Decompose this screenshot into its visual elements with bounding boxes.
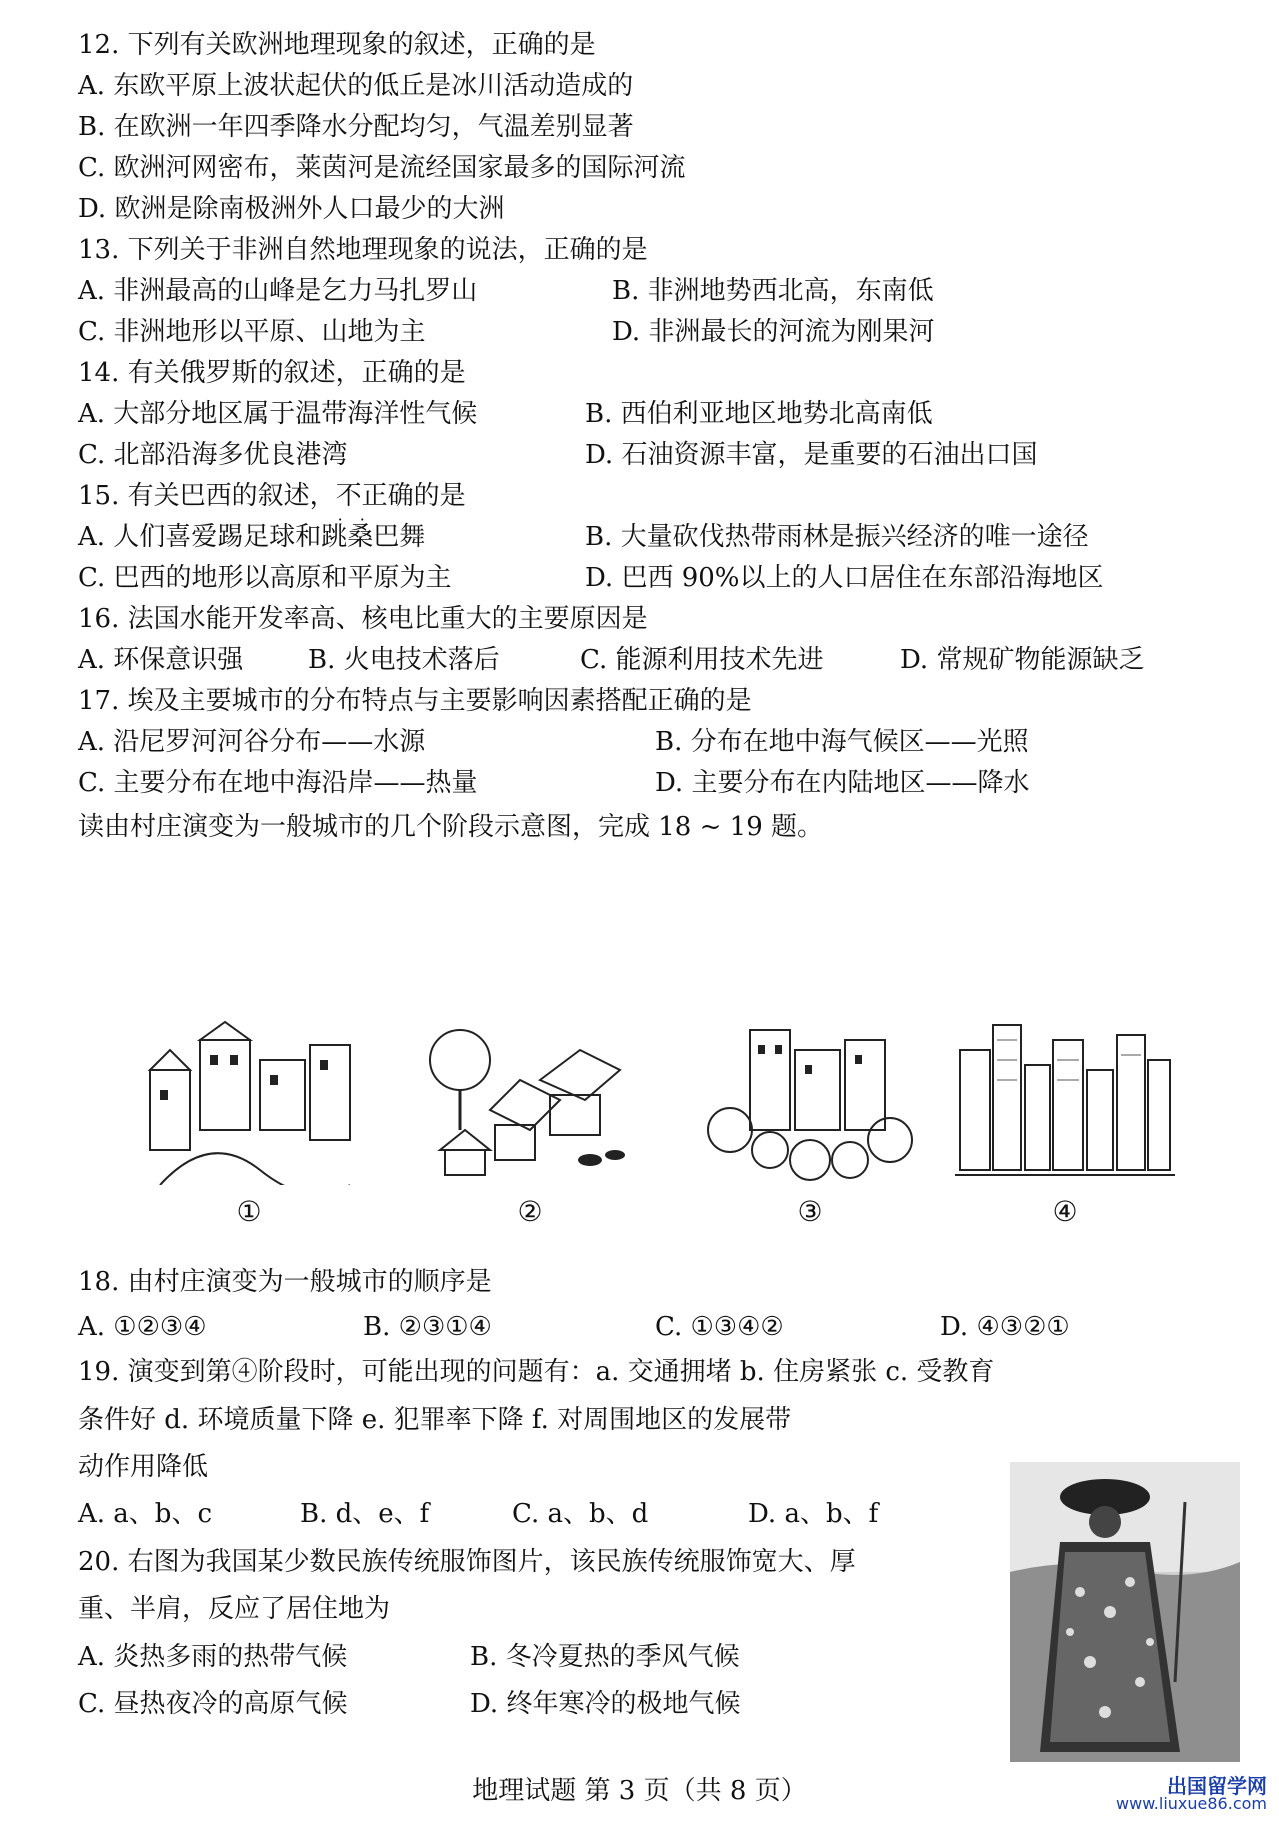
q19-line-1: 19. 演变到第④阶段时，可能出现的问题有：a. 交通拥堵 b. 住房紧张 c. 受教育 [78, 1357, 995, 1387]
q18-option-b: B. ②③①④ [363, 1312, 492, 1342]
q20-option-a: A. 炎热多雨的热带气候 [78, 1642, 348, 1672]
q16-stem: 16. 法国水能开发率高、核电比重大的主要原因是 [78, 604, 648, 634]
stage-3-illustration [700, 1010, 920, 1185]
q12-option-d: D. 欧洲是除南极洲外人口最少的大洲 [78, 194, 505, 224]
q16-option-c: C. 能源利用技术先进 [580, 645, 824, 675]
q19-option-d: D. a、b、f [748, 1499, 879, 1529]
q19-line-3: 动作用降低 [78, 1452, 209, 1482]
q15-stem-post: 的是 [413, 481, 466, 511]
q19-option-c: C. a、b、d [512, 1499, 649, 1529]
q16-option-a: A. 环保意识强 [78, 645, 244, 675]
q20-line-1: 20. 右图为我国某少数民族传统服饰图片，该民族传统服饰宽大、厚 [78, 1547, 856, 1577]
stage-label-3: ③ [797, 1195, 823, 1228]
ethnic-costume-photo [1010, 1462, 1240, 1762]
q15-option-d: D. 巴西 90%以上的人口居住在东部沿海地区 [585, 563, 1104, 593]
q18-option-c: C. ①③④② [655, 1312, 784, 1342]
q15-stem [78, 479, 466, 513]
q17-option-b: B. 分布在地中海气候区——光照 [655, 727, 1029, 757]
town-sketch-icon [140, 1010, 360, 1185]
q12-option-c: C. 欧洲河网密布，莱茵河是流经国家最多的国际河流 [78, 153, 686, 183]
q13-option-b: B. 非洲地势西北高，东南低 [612, 276, 934, 306]
q15-option-c: C. 巴西的地形以高原和平原为主 [78, 563, 452, 593]
stage-label-4: ④ [1052, 1195, 1078, 1228]
page-footer: 地理试题 第 3 页（共 8 页） [472, 1776, 807, 1806]
q13-option-a: A. 非洲最高的山峰是乞力马扎罗山 [78, 276, 478, 306]
q20-option-d: D. 终年寒冷的极地气候 [470, 1689, 741, 1719]
q17-option-a: A. 沿尼罗河河谷分布——水源 [78, 727, 426, 757]
stage-label-1: ① [236, 1195, 262, 1228]
q18-option-a: A. ①②③④ [78, 1312, 207, 1342]
small-town-sketch-icon [700, 1010, 920, 1185]
q19-option-b: B. d、e、f [300, 1499, 430, 1529]
q18-stem: 18. 由村庄演变为一般城市的顺序是 [78, 1267, 492, 1297]
q20-option-c: C. 昼热夜冷的高原气候 [78, 1689, 348, 1719]
q17-option-d: D. 主要分布在内陆地区——降水 [655, 768, 1030, 798]
q12-stem: 12. 下列有关欧洲地理现象的叙述，正确的是 [78, 30, 596, 60]
q19-option-a: A. a、b、c [78, 1499, 213, 1529]
q14-option-b: B. 西伯利亚地区地势北高南低 [585, 399, 933, 429]
q20-option-b: B. 冬冷夏热的季风气候 [470, 1642, 740, 1672]
figure-intro: 读由村庄演变为一般城市的几个阶段示意图，完成 18 ~ 19 题。 [78, 812, 824, 842]
q14-option-d: D. 石油资源丰富，是重要的石油出口国 [585, 440, 1038, 470]
q16-option-d: D. 常规矿物能源缺乏 [900, 645, 1145, 675]
stage-4-illustration [955, 1010, 1175, 1185]
q13-option-c: C. 非洲地形以平原、山地为主 [78, 317, 426, 347]
q12-option-a: A. 东欧平原上波状起伏的低丘是冰川活动造成的 [78, 71, 634, 101]
q20-line-2: 重、半肩，反应了居住地为 [78, 1594, 391, 1624]
q16-option-b: B. 火电技术落后 [308, 645, 500, 675]
stage-label-2: ② [517, 1195, 543, 1228]
q13-option-d: D. 非洲最长的河流为刚果河 [612, 317, 935, 347]
q15-option-a: A. 人们喜爱踢足球和跳桑巴舞 [78, 522, 426, 552]
q15-option-b: B. 大量砍伐热带雨林是振兴经济的唯一途径 [585, 522, 1089, 552]
stage-2-illustration [420, 1010, 640, 1185]
q17-stem: 17. 埃及主要城市的分布特点与主要影响因素搭配正确的是 [78, 686, 752, 716]
q14-option-a: A. 大部分地区属于温带海洋性气候 [78, 399, 478, 429]
stage-1-illustration [140, 1010, 360, 1185]
q12-option-b: B. 在欧洲一年四季降水分配均匀，气温差别显著 [78, 112, 634, 142]
q19-line-2: 条件好 d. 环境质量下降 e. 犯罪率下降 f. 对周围地区的发展带 [78, 1405, 792, 1435]
q17-option-c: C. 主要分布在地中海沿岸——热量 [78, 768, 478, 798]
watermark-site-name: 出国留学网 [1167, 1774, 1267, 1798]
q13-stem: 13. 下列关于非洲自然地理现象的说法，正确的是 [78, 235, 648, 265]
q15-stem-pre: 15. 有关巴西的叙述， [78, 481, 336, 511]
city-skyline-icon [955, 1010, 1175, 1185]
costume-figure-icon [1010, 1462, 1240, 1762]
q18-option-d: D. ④③②① [940, 1312, 1070, 1342]
q14-stem: 14. 有关俄罗斯的叙述，正确的是 [78, 358, 466, 388]
q14-option-c: C. 北部沿海多优良港湾 [78, 440, 348, 470]
watermark-url: www.liuxue86.com [1116, 1794, 1267, 1813]
site-watermark [1116, 1774, 1267, 1813]
q15-stem-emphasis: 不正确 · · [336, 481, 414, 511]
village-sketch-icon [420, 1010, 640, 1185]
